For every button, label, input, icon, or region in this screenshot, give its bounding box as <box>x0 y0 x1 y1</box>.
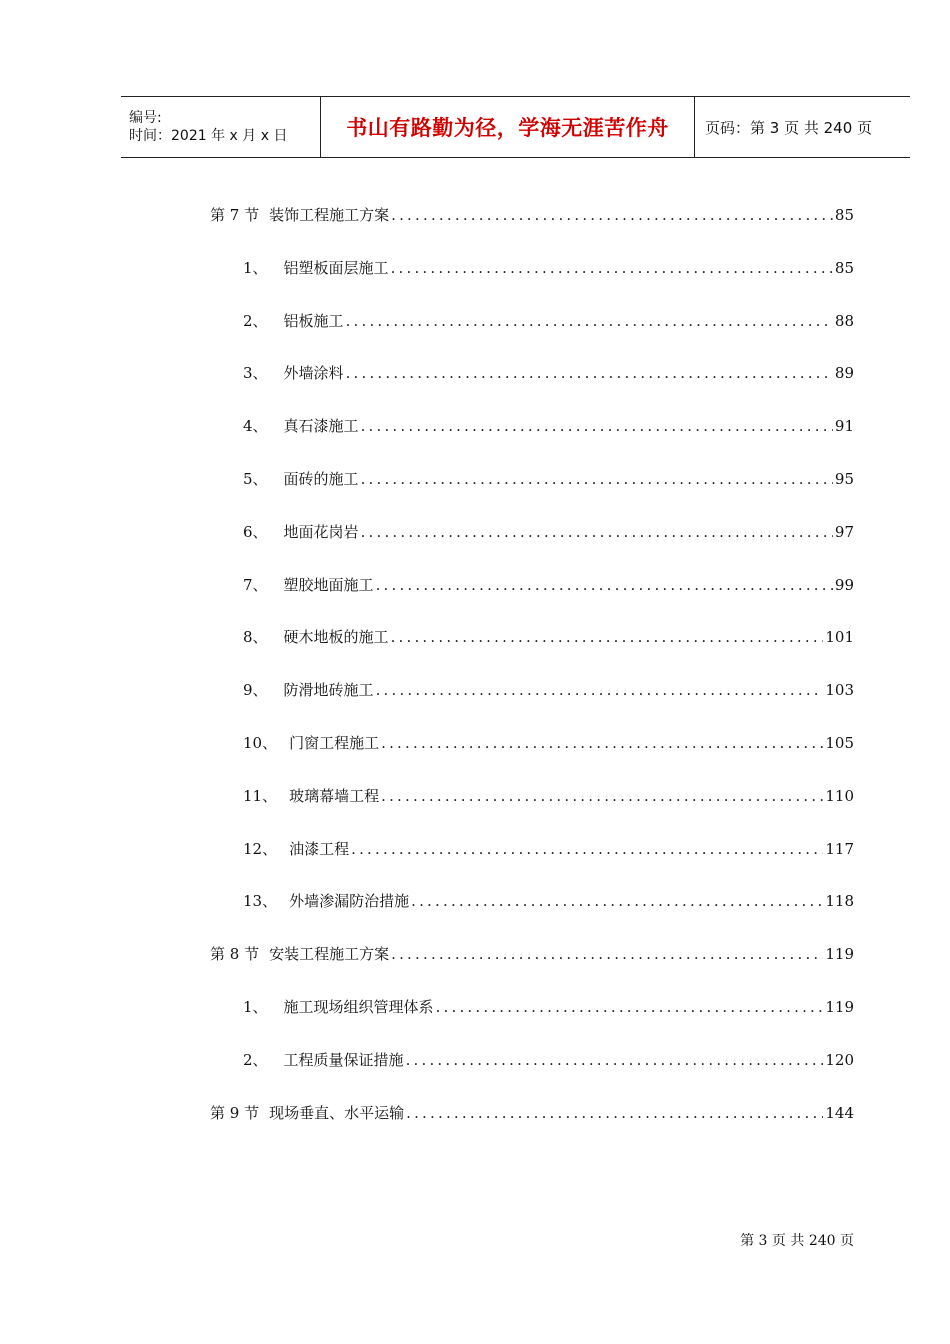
toc-entry-page: 85 <box>834 259 854 277</box>
toc-entry[interactable] <box>243 414 854 438</box>
toc-entry-page: 103 <box>825 681 854 699</box>
toc-entry-title: 真石漆施工 <box>283 417 359 435</box>
page-header <box>121 96 910 158</box>
toc-entry-page: 120 <box>825 1051 854 1069</box>
toc-entry-number: 2、 <box>243 1051 268 1069</box>
toc-entry-number: 2、 <box>243 312 268 330</box>
toc-leader-dots <box>361 467 833 491</box>
toc-entry-number: 3、 <box>243 364 268 382</box>
toc-entry[interactable] <box>243 889 854 913</box>
toc-entry-number: 1、 <box>243 998 268 1016</box>
toc-entry-page: 105 <box>825 734 854 752</box>
toc-leader-dots <box>406 1101 823 1125</box>
toc-entry-title: 外墙渗漏防治措施 <box>289 892 410 910</box>
toc-leader-dots <box>391 625 824 649</box>
toc-leader-dots <box>391 942 823 966</box>
toc-leader-dots <box>376 573 833 597</box>
toc-entry-number: 第 8 节 <box>210 945 260 963</box>
toc-entry-page: 85 <box>834 206 854 224</box>
toc-entry-number: 13、 <box>243 892 278 910</box>
header-motto <box>321 97 695 157</box>
toc-entry-page: 118 <box>825 892 854 910</box>
toc-entry[interactable] <box>243 520 854 544</box>
toc-entry-title: 塑胶地面施工 <box>283 576 374 594</box>
toc-entry-title: 装饰工程施工方案 <box>269 206 390 224</box>
toc-entry[interactable] <box>243 731 854 755</box>
toc-entry-page: 99 <box>834 576 854 594</box>
toc-entry-number: 10、 <box>243 734 278 752</box>
toc-entry-title: 油漆工程 <box>289 840 350 858</box>
toc-entry[interactable] <box>243 837 854 861</box>
toc-leader-dots <box>346 309 833 333</box>
toc-entry-number: 9、 <box>243 681 268 699</box>
toc-entry[interactable] <box>243 361 854 385</box>
toc-entry-page: 95 <box>834 470 854 488</box>
toc-leader-dots <box>361 520 833 544</box>
toc-entry[interactable] <box>243 995 854 1019</box>
toc-entry-number: 第 7 节 <box>210 206 260 224</box>
toc-entry[interactable] <box>243 256 854 280</box>
toc-leader-dots <box>436 995 824 1019</box>
toc-entry-number: 11、 <box>243 787 278 805</box>
toc-entry[interactable] <box>210 942 854 966</box>
toc-entry[interactable] <box>210 1101 854 1125</box>
toc-leader-dots <box>406 1048 824 1072</box>
toc-entry-title: 硬木地板的施工 <box>283 628 389 646</box>
toc-entry[interactable] <box>210 203 854 227</box>
toc-entry-title: 防滑地砖施工 <box>283 681 374 699</box>
toc-entry-number: 5、 <box>243 470 268 488</box>
toc-entry-page: 110 <box>825 787 854 805</box>
page-footer: 第 3 页 共 240 页 <box>740 1233 854 1249</box>
toc-entry-number: 4、 <box>243 417 268 435</box>
toc-entry-page: 119 <box>825 998 854 1016</box>
number-label: 编号: <box>129 110 162 126</box>
toc-entry[interactable] <box>243 467 854 491</box>
header-page-info <box>695 97 910 157</box>
toc-leader-dots <box>361 414 833 438</box>
toc-entry-number: 7、 <box>243 576 268 594</box>
toc-leader-dots <box>376 678 824 702</box>
toc-entry-page: 144 <box>825 1104 854 1122</box>
toc-entry[interactable] <box>243 625 854 649</box>
toc-entry-title: 门窗工程施工 <box>289 734 380 752</box>
toc-entry-title: 面砖的施工 <box>283 470 359 488</box>
toc-entry-title: 外墙涂料 <box>283 364 344 382</box>
toc-entry-title: 铝板施工 <box>283 312 344 330</box>
toc-entry-number: 6、 <box>243 523 268 541</box>
toc-entry-title: 现场垂直、水平运输 <box>269 1104 405 1122</box>
toc-entry-title: 玻璃幕墙工程 <box>289 787 380 805</box>
header-meta <box>121 97 321 157</box>
toc-entry-number: 8、 <box>243 628 268 646</box>
toc-entry-title: 施工现场组织管理体系 <box>283 998 434 1016</box>
toc-leader-dots <box>391 256 833 280</box>
toc-leader-dots <box>381 784 823 808</box>
toc-entry-number: 1、 <box>243 259 268 277</box>
toc-entry-title: 地面花岗岩 <box>283 523 359 541</box>
toc-leader-dots <box>411 889 823 913</box>
motto-text: 书山有路勤为径，学海无涯苦作舟 <box>346 116 669 140</box>
toc-entry-page: 88 <box>834 312 854 330</box>
toc-entry-page: 97 <box>834 523 854 541</box>
toc-leader-dots <box>351 837 823 861</box>
toc-entry-number: 12、 <box>243 840 278 858</box>
toc-entry[interactable] <box>243 309 854 333</box>
toc-entry-title: 工程质量保证措施 <box>283 1051 404 1069</box>
toc-entry-title: 铝塑板面层施工 <box>283 259 389 277</box>
toc-entry-page: 91 <box>834 417 854 435</box>
toc-entry[interactable] <box>243 784 854 808</box>
toc-entry-page: 101 <box>825 628 854 646</box>
toc-entry-title: 安装工程施工方案 <box>269 945 390 963</box>
toc-leader-dots <box>381 731 823 755</box>
toc-entry-page: 117 <box>825 840 854 858</box>
toc-leader-dots <box>391 203 833 227</box>
toc-entry[interactable] <box>243 1048 854 1072</box>
toc-entry-number: 第 9 节 <box>210 1104 260 1122</box>
header-page-text: 页码：第 3 页 共 240 页 <box>705 118 873 137</box>
time-label: 时间：2021 年 x 月 x 日 <box>129 128 288 144</box>
toc-entry[interactable] <box>243 573 854 597</box>
toc-entry-page: 119 <box>825 945 854 963</box>
toc-entry-page: 89 <box>834 364 854 382</box>
toc-entry[interactable] <box>243 678 854 702</box>
toc-leader-dots <box>346 361 833 385</box>
